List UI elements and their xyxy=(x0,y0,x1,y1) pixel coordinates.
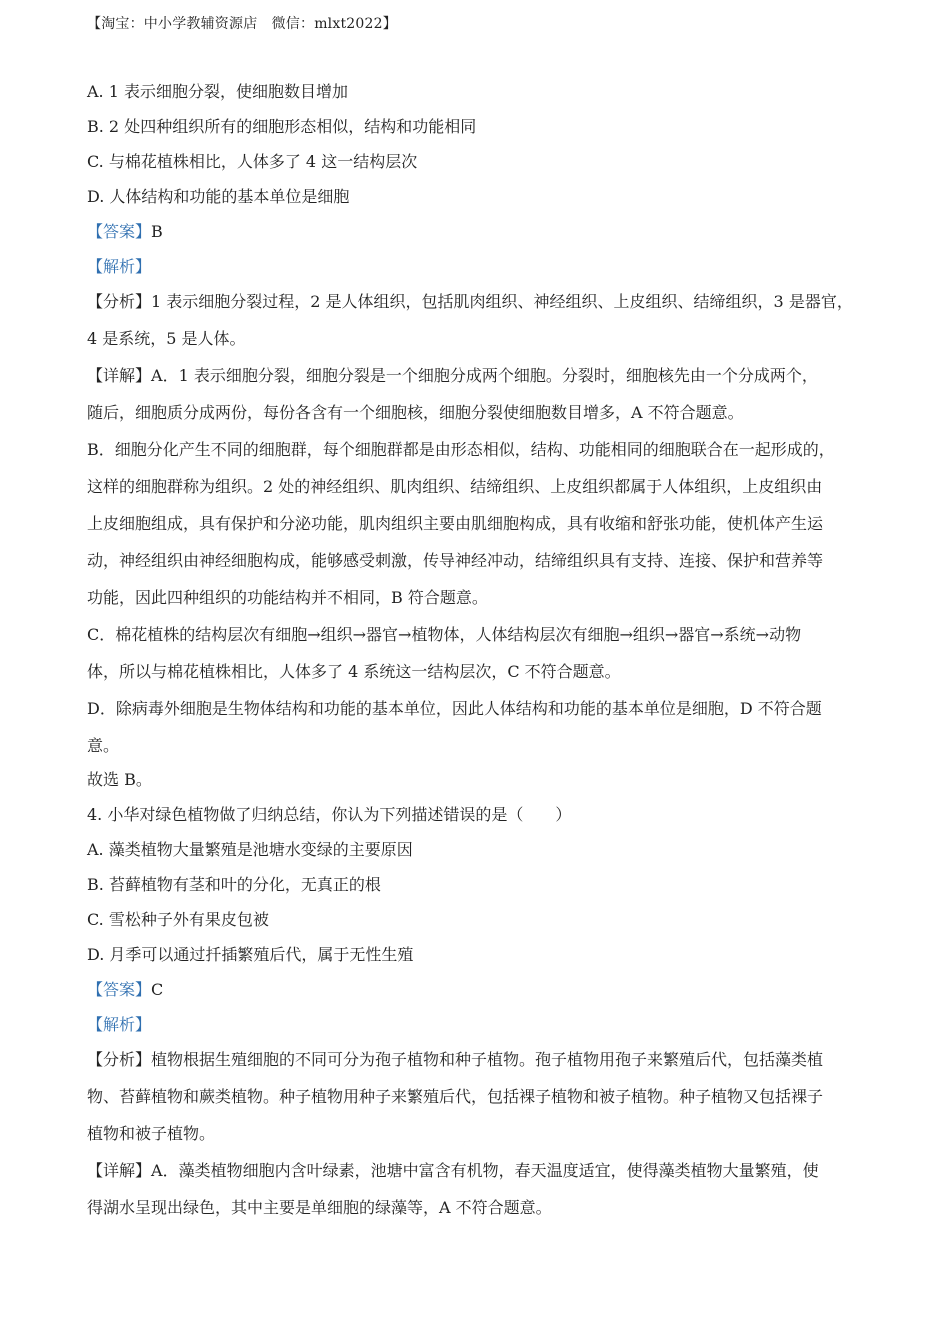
q3-option-a: A. 1 表示细胞分裂，使细胞数目增加 xyxy=(87,82,348,101)
xiangjie-label: 【详解】 xyxy=(87,366,152,385)
q3-option-b: B. 2 处四种组织所有的细胞形态相似，结构和功能相同 xyxy=(87,117,477,136)
q4-stem: 4. 小华对绿色植物做了归纳总结，你认为下列描述错误的是（ ） xyxy=(87,805,572,824)
q3-option-c: C. 与棉花植株相比，人体多了 4 这一结构层次 xyxy=(87,152,418,171)
q4-answer xyxy=(87,976,872,1011)
q3-xiangjie-line: 随后，细胞质分成两份，每份各含有一个细胞核，细胞分裂使细胞数目增多，A 不符合题意。 xyxy=(87,403,744,422)
q4-analysis-heading xyxy=(87,1011,872,1046)
fenxi-label: 【分析】 xyxy=(87,1050,152,1069)
page-header: 【淘宝：中小学教辅资源店 微信：mlxt2022】 xyxy=(87,16,397,32)
answer-label: 【答案】 xyxy=(87,222,152,241)
answer-value: C xyxy=(151,980,164,999)
q3-xiangjie-line: B．细胞分化产生不同的细胞群，每个细胞群都是由形态相似，结构、功能相同的细胞联合在一起形成的， xyxy=(87,440,835,459)
fenxi-label: 【分析】 xyxy=(87,292,152,311)
q3-option-d: D. 人体结构和功能的基本单位是细胞 xyxy=(87,187,350,206)
q3-xiangjie-line xyxy=(87,362,872,399)
fenxi-text: 植物根据生殖细胞的不同可分为孢子植物和种子植物。孢子植物用孢子来繁殖后代，包括藻类植 xyxy=(151,1050,824,1069)
analysis-label: 【解析】 xyxy=(87,1015,152,1034)
q4-fenxi-line: 物、苔藓植物和蕨类植物。种子植物用种子来繁殖后代，包括裸子植物和被子植物。种子植物又包括裸子 xyxy=(87,1087,824,1106)
q3-answer xyxy=(87,218,872,253)
q4-fenxi-line xyxy=(87,1046,872,1083)
q3-fenxi-line: 4 是系统，5 是人体。 xyxy=(87,329,246,348)
q4-xiangjie-line: 得湖水呈现出绿色，其中主要是单细胞的绿藻等，A 不符合题意。 xyxy=(87,1198,552,1217)
q4-option-c: C. 雪松种子外有果皮包被 xyxy=(87,910,269,929)
q3-conclusion: 故选 B。 xyxy=(87,770,152,789)
q4-xiangjie-line xyxy=(87,1157,872,1194)
q3-xiangjie-line: 体，所以与棉花植株相比，人体多了 4 系统这一结构层次，C 不符合题意。 xyxy=(87,662,621,681)
answer-label: 【答案】 xyxy=(87,980,152,999)
q3-xiangjie-line: 功能，因此四种组织的功能结构并不相同，B 符合题意。 xyxy=(87,588,488,607)
q3-xiangjie-line: D．除病毒外细胞是生物体结构和功能的基本单位，因此人体结构和功能的基本单位是细胞，D 不符合题 xyxy=(87,699,822,718)
fenxi-text: 1 表示细胞分裂过程，2 是人体组织，包括肌肉组织、神经组织、上皮组织、结缔组织，3 是器官， xyxy=(151,292,853,311)
q4-fenxi-line: 植物和被子植物。 xyxy=(87,1124,216,1143)
analysis-label: 【解析】 xyxy=(87,257,152,276)
q3-xiangjie-line: 动，神经组织由神经细胞构成，能够感受刺激，传导神经冲动，结缔组织具有支持、连接、保护和营养等 xyxy=(87,551,824,570)
xiangjie-label: 【详解】 xyxy=(87,1161,152,1180)
q3-fenxi-line xyxy=(87,288,872,325)
q4-option-b: B. 苔藓植物有茎和叶的分化，无真正的根 xyxy=(87,875,381,894)
q3-xiangjie-line: 意。 xyxy=(87,736,120,755)
q4-option-d: D. 月季可以通过扦插繁殖后代，属于无性生殖 xyxy=(87,945,414,964)
q3-xiangjie-line: C．棉花植株的结构层次有细胞→组织→器官→植物体，人体结构层次有细胞→组织→器官→系统→动物 xyxy=(87,625,802,644)
q3-xiangjie-line: 这样的细胞群称为组织。2 处的神经组织、肌肉组织、结缔组织、上皮组织都属于人体组织，上皮组织由 xyxy=(87,477,823,496)
q4-option-a: A. 藻类植物大量繁殖是池塘水变绿的主要原因 xyxy=(87,840,413,859)
q3-xiangjie-line: 上皮细胞组成，具有保护和分泌功能，肌肉组织主要由肌细胞构成，具有收缩和舒张功能，使机体产生运 xyxy=(87,514,824,533)
q3-analysis-heading xyxy=(87,253,872,288)
document-body xyxy=(87,78,872,1231)
xiangjie-text: A．1 表示细胞分裂，细胞分裂是一个细胞分成两个细胞。分裂时，细胞核先由一个分成两个， xyxy=(151,366,818,385)
answer-value: B xyxy=(151,222,163,241)
xiangjie-text: A．藻类植物细胞内含叶绿素，池塘中富含有机物，春天温度适宜，使得藻类植物大量繁殖，使 xyxy=(151,1161,819,1180)
